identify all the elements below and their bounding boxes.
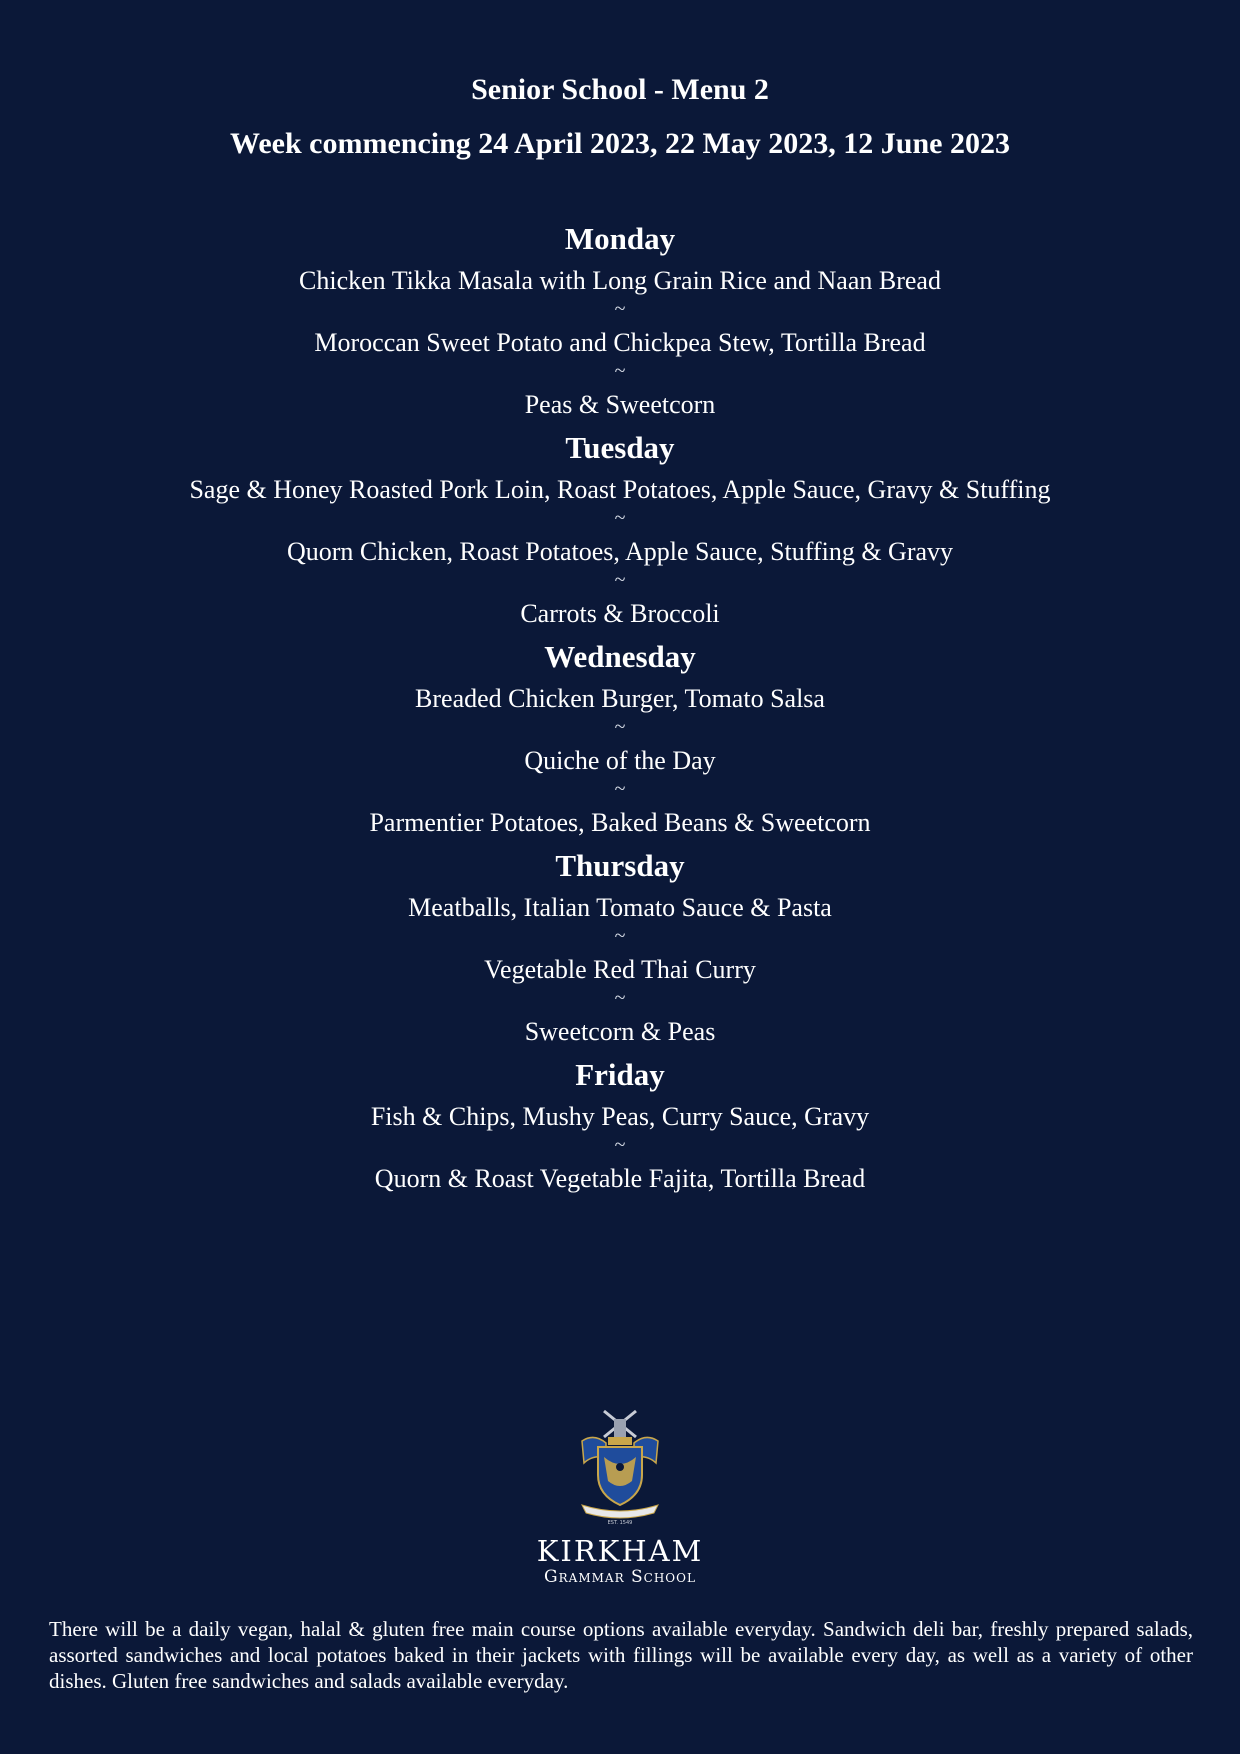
day-section-monday [0, 218, 1240, 421]
daily-menu [0, 218, 1240, 1195]
dish-item: Chicken Tikka Masala with Long Grain Rice and Naan Bread [299, 266, 941, 295]
dish-item: Meatballs, Italian Tomato Sauce & Pasta [408, 893, 832, 922]
day-heading: Thursday [555, 848, 685, 883]
dish-item: Vegetable Red Thai Curry [484, 955, 756, 984]
dish-item: Quorn & Roast Vegetable Fajita, Tortilla Bread [374, 1164, 866, 1193]
dish-item: Peas & Sweetcorn [524, 390, 716, 419]
dish-separator [0, 1133, 1240, 1164]
tilde-separator: ~ [614, 716, 626, 738]
logo-est: EST. 1549 [607, 1520, 633, 1525]
tilde-separator: ~ [614, 1134, 626, 1156]
tilde-separator: ~ [614, 925, 626, 947]
school-wordmark [0, 1535, 1240, 1587]
tilde-separator: ~ [614, 360, 626, 382]
tilde-separator: ~ [614, 778, 626, 800]
day-heading: Monday [564, 221, 676, 256]
dish-item: Fish & Chips, Mushy Peas, Curry Sauce, Gravy [370, 1102, 870, 1131]
page-title: Senior School - Menu 2 [471, 73, 769, 106]
dish-item: Parmentier Potatoes, Baked Beans & Sweetcorn [369, 808, 871, 837]
dish-item: Sage & Honey Roasted Pork Loin, Roast Potatoes, Apple Sauce, Gravy & Stuffing [189, 475, 1051, 504]
day-heading: Friday [575, 1057, 665, 1092]
school-type: Grammar School [544, 1567, 696, 1587]
dish-item: Quorn Chicken, Roast Potatoes, Apple Sauce, Stuffing & Gravy [286, 537, 954, 566]
dish-separator [0, 506, 1240, 537]
footer-note: There will be a daily vegan, halal & gluten free main course options available everyday. Sandwich deli bar, freshly prepared salads, assorted sandwiches and local potatoes baked in their jackets with fillings will be available every day, as well as a variety of other dishes. Gluten free sandwiches and salads available everyday. [49, 1617, 1193, 1693]
dish-item: Carrots & Broccoli [520, 599, 720, 628]
dish-separator [0, 715, 1240, 746]
tilde-separator: ~ [614, 569, 626, 591]
day-section-thursday [0, 845, 1240, 1048]
dish-item: Moroccan Sweet Potato and Chickpea Stew, Tortilla Bread [314, 328, 926, 357]
tilde-separator: ~ [614, 507, 626, 529]
tilde-separator: ~ [614, 298, 626, 320]
tilde-separator: ~ [614, 987, 626, 1009]
school-name: KIRKHAM [536, 1534, 704, 1568]
dish-separator [0, 359, 1240, 390]
dish-item: Quiche of the Day [524, 746, 716, 775]
day-section-wednesday [0, 636, 1240, 839]
week-commencing: Week commencing 24 April 2023, 22 May 2023, 12 June 2023 [230, 127, 1010, 160]
dish-item: Sweetcorn & Peas [524, 1017, 716, 1046]
day-section-tuesday [0, 427, 1240, 630]
day-section-friday [0, 1054, 1240, 1195]
windmill-tower [614, 1419, 626, 1437]
dish-separator [0, 924, 1240, 955]
dish-separator [0, 986, 1240, 1017]
dish-separator [0, 777, 1240, 808]
dish-item: Breaded Chicken Burger, Tomato Salsa [415, 684, 825, 713]
day-heading: Wednesday [544, 639, 696, 674]
day-heading: Tuesday [565, 430, 675, 465]
dish-separator [0, 568, 1240, 599]
school-crest-logo [560, 1405, 680, 1525]
dish-separator [0, 297, 1240, 328]
